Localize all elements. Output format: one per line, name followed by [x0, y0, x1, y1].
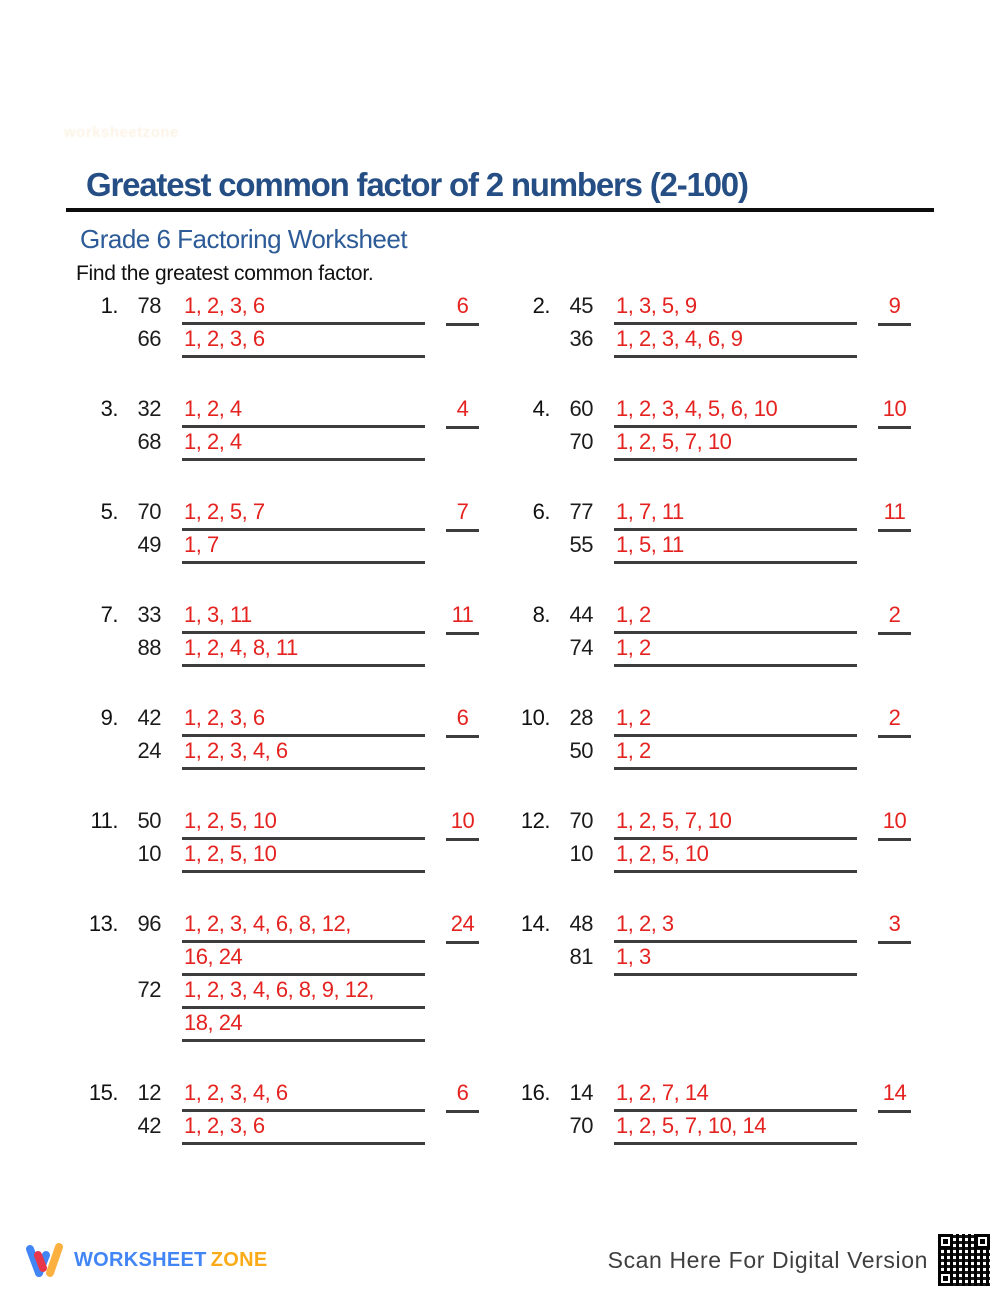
factor-blank: 1, 3: [614, 943, 857, 976]
operand-value: 70: [137, 499, 161, 524]
factor-lines: [614, 737, 857, 770]
problem-number: 3.: [100, 396, 118, 421]
operand-row: [560, 840, 857, 873]
operand-row: [560, 395, 857, 428]
problem: [510, 292, 942, 358]
factor-blank: 1, 3, 5, 9: [614, 292, 857, 325]
factor-rows: [128, 1079, 425, 1145]
operand-row: [128, 840, 425, 873]
page-title: Greatest common factor of 2 numbers (2-100): [86, 166, 748, 203]
operand-value: 70: [569, 1113, 593, 1138]
operand-row: [560, 1079, 857, 1112]
factor-lines: [614, 531, 857, 564]
operand-row: [128, 498, 425, 531]
factor-lines: [614, 840, 857, 873]
operand-row: [128, 807, 425, 840]
answer-blank: 2: [878, 601, 911, 635]
operand-value: 32: [137, 396, 161, 421]
operand-value: 36: [569, 326, 593, 351]
operand-row: [128, 601, 425, 634]
factor-blank: 1, 2, 5, 7, 10, 14: [614, 1112, 857, 1145]
problem: [78, 910, 510, 1042]
operand-value: 44: [569, 602, 593, 627]
problem-number: 2.: [532, 293, 550, 318]
problem: [78, 498, 510, 564]
factor-blank: 1, 2, 3, 4, 6: [182, 1079, 425, 1112]
factor-blank: 1, 2, 3: [614, 910, 857, 943]
problem: [510, 807, 942, 873]
factor-lines: [614, 1079, 857, 1112]
operand-value: 50: [137, 808, 161, 833]
factor-lines: [614, 325, 857, 358]
problem: [78, 807, 510, 873]
problem-number: 6.: [532, 499, 550, 524]
factor-blank: 1, 2, 4: [182, 395, 425, 428]
problem: [510, 1079, 942, 1145]
brand-worksheet: WORKSHEET: [74, 1248, 207, 1271]
qr-finder-icon: [975, 1234, 990, 1249]
qr-finder-icon: [938, 1234, 953, 1249]
answer-blank: 7: [446, 498, 479, 532]
operand-value: 10: [569, 841, 593, 866]
factor-rows: [560, 807, 857, 873]
answer-blank: 24: [446, 910, 479, 944]
factor-blank: 1, 7: [182, 531, 425, 564]
operand-value: 48: [569, 911, 593, 936]
factor-rows: [560, 601, 857, 667]
factor-rows: [128, 704, 425, 770]
operand-row: [128, 704, 425, 737]
operand-value: 78: [137, 293, 161, 318]
factor-blank: 16, 24: [182, 943, 425, 976]
factor-lines: [614, 634, 857, 667]
factor-lines: [614, 943, 857, 976]
problem-number: 8.: [532, 602, 550, 627]
factor-rows: [560, 1079, 857, 1145]
operand-row: [560, 704, 857, 737]
operand-row: [128, 1112, 425, 1145]
factor-blank: 1, 2, 3, 6: [182, 1112, 425, 1145]
problem-number: 10.: [520, 705, 550, 730]
factor-blank: 1, 2, 3, 6: [182, 704, 425, 737]
operand-row: [128, 976, 425, 1042]
factor-blank: 1, 2: [614, 601, 857, 634]
factor-rows: [560, 910, 857, 976]
problem-number: 11.: [90, 808, 118, 833]
factor-rows: [560, 292, 857, 358]
answer-blank: 10: [878, 395, 911, 429]
operand-row: [560, 634, 857, 667]
factor-rows: [560, 704, 857, 770]
operand-value: 28: [569, 705, 593, 730]
answer-blank: 11: [878, 498, 911, 532]
operand-value: 42: [137, 1113, 161, 1138]
answer-blank: 11: [446, 601, 479, 635]
operand-row: [560, 325, 857, 358]
operand-row: [560, 428, 857, 461]
factor-lines: [182, 428, 425, 461]
answer-blank: 10: [446, 807, 479, 841]
factor-blank: 1, 2, 5, 7, 10: [614, 428, 857, 461]
factor-lines: [182, 292, 425, 325]
scan-here-text: Scan Here For Digital Version: [607, 1246, 928, 1273]
worksheetzone-logo: [26, 1242, 267, 1278]
operand-value: 96: [137, 911, 161, 936]
problem: [510, 498, 942, 564]
operand-row: [128, 428, 425, 461]
factor-blank: 1, 2, 4, 8, 11: [182, 634, 425, 667]
factor-lines: [614, 428, 857, 461]
operand-row: [128, 1079, 425, 1112]
answer-blank: 3: [878, 910, 911, 944]
operand-row: [560, 1112, 857, 1145]
operand-value: 88: [137, 635, 161, 660]
factor-rows: [128, 395, 425, 461]
watermark-logo: worksheetzone: [64, 124, 179, 141]
problem-number: 16.: [520, 1080, 550, 1105]
operand-row: [560, 292, 857, 325]
worksheetzone-w-icon: [26, 1242, 66, 1278]
factor-lines: [182, 840, 425, 873]
factor-lines: [614, 807, 857, 840]
operand-value: 72: [137, 977, 161, 1002]
factor-lines: [182, 976, 425, 1042]
factor-blank: 1, 5, 11: [614, 531, 857, 564]
operand-row: [128, 325, 425, 358]
answer-blank: 4: [446, 395, 479, 429]
problem-number: 1.: [100, 293, 118, 318]
factor-lines: [182, 325, 425, 358]
operand-value: 81: [569, 944, 593, 969]
factor-blank: 18, 24: [182, 1009, 425, 1042]
factor-blank: 1, 2, 7, 14: [614, 1079, 857, 1112]
answer-blank: 14: [878, 1079, 911, 1113]
operand-value: 33: [137, 602, 161, 627]
factor-rows: [128, 292, 425, 358]
factor-blank: 1, 2, 3, 4, 6, 8, 12,: [182, 910, 425, 943]
factor-lines: [614, 601, 857, 634]
operand-value: 70: [569, 808, 593, 833]
factor-lines: [182, 531, 425, 564]
problem: [510, 601, 942, 667]
problem: [510, 910, 942, 1042]
operand-value: 60: [569, 396, 593, 421]
factor-blank: 1, 2, 5, 10: [182, 807, 425, 840]
answer-blank: 6: [446, 292, 479, 326]
problem-number: 5.: [100, 499, 118, 524]
problem: [78, 395, 510, 461]
problem-number: 12.: [520, 808, 550, 833]
factor-rows: [128, 601, 425, 667]
factor-lines: [182, 1079, 425, 1112]
operand-row: [128, 531, 425, 564]
factor-rows: [128, 807, 425, 873]
worksheet-subtitle: Grade 6 Factoring Worksheet: [80, 223, 408, 254]
factor-blank: 1, 2: [614, 634, 857, 667]
operand-row: [128, 910, 425, 976]
operand-value: 74: [569, 635, 593, 660]
problem: [78, 292, 510, 358]
factor-blank: 1, 2, 3, 4, 6: [182, 737, 425, 770]
operand-row: [128, 395, 425, 428]
operand-value: 24: [137, 738, 161, 763]
operand-row: [128, 292, 425, 325]
problem-number: 9.: [100, 705, 118, 730]
operand-value: 49: [137, 532, 161, 557]
problem-number: 14.: [520, 911, 550, 936]
factor-blank: 1, 2, 3, 4, 6, 9: [614, 325, 857, 358]
factor-blank: 1, 2: [614, 704, 857, 737]
factor-lines: [182, 601, 425, 634]
operand-value: 55: [569, 532, 593, 557]
factor-lines: [614, 910, 857, 943]
factor-blank: 1, 2, 5, 7, 10: [614, 807, 857, 840]
operand-row: [560, 737, 857, 770]
factor-lines: [614, 1112, 857, 1145]
operand-row: [560, 910, 857, 943]
factor-rows: [128, 910, 425, 1042]
factor-blank: 1, 2: [614, 737, 857, 770]
factor-lines: [182, 634, 425, 667]
operand-row: [560, 601, 857, 634]
qr-finder-icon: [938, 1271, 953, 1286]
operand-value: 70: [569, 429, 593, 454]
instruction-text: Find the greatest common factor.: [76, 261, 374, 285]
operand-value: 45: [569, 293, 593, 318]
problem-number: 15.: [88, 1080, 118, 1105]
problem-number: 13.: [88, 911, 118, 936]
problem: [78, 1079, 510, 1145]
operand-row: [560, 943, 857, 976]
title-rule: [66, 208, 934, 212]
answer-blank: 10: [878, 807, 911, 841]
factor-lines: [182, 807, 425, 840]
problem: [78, 704, 510, 770]
factor-rows: [560, 395, 857, 461]
factor-blank: 1, 2, 3, 4, 5, 6, 10: [614, 395, 857, 428]
operand-value: 50: [569, 738, 593, 763]
operand-value: 14: [569, 1080, 593, 1105]
problem-number: 4.: [532, 396, 550, 421]
factor-rows: [560, 498, 857, 564]
operand-row: [560, 807, 857, 840]
factor-blank: 1, 2, 3, 6: [182, 292, 425, 325]
problem-number: 7.: [100, 602, 118, 627]
answer-blank: 2: [878, 704, 911, 738]
problems-grid: [78, 292, 942, 1145]
operand-value: 42: [137, 705, 161, 730]
factor-blank: 1, 2, 4: [182, 428, 425, 461]
factor-lines: [182, 704, 425, 737]
operand-value: 66: [137, 326, 161, 351]
answer-blank: 6: [446, 704, 479, 738]
operand-row: [128, 634, 425, 667]
factor-lines: [182, 910, 425, 976]
answer-blank: 6: [446, 1079, 479, 1113]
factor-blank: 1, 3, 11: [182, 601, 425, 634]
operand-value: 77: [569, 499, 593, 524]
factor-lines: [614, 498, 857, 531]
factor-blank: 1, 7, 11: [614, 498, 857, 531]
operand-value: 10: [137, 841, 161, 866]
factor-blank: 1, 2, 3, 4, 6, 8, 9, 12,: [182, 976, 425, 1009]
factor-lines: [614, 704, 857, 737]
answer-blank: 9: [878, 292, 911, 326]
factor-lines: [614, 292, 857, 325]
factor-blank: 1, 2, 5, 10: [614, 840, 857, 873]
factor-blank: 1, 2, 3, 6: [182, 325, 425, 358]
operand-row: [128, 737, 425, 770]
brand-zone: ZONE: [210, 1248, 268, 1271]
factor-lines: [614, 395, 857, 428]
factor-lines: [182, 498, 425, 531]
factor-rows: [128, 498, 425, 564]
factor-blank: 1, 2, 5, 7: [182, 498, 425, 531]
operand-value: 68: [137, 429, 161, 454]
factor-lines: [182, 395, 425, 428]
problem: [78, 601, 510, 667]
factor-lines: [182, 1112, 425, 1145]
problem: [510, 704, 942, 770]
operand-value: 12: [137, 1080, 161, 1105]
factor-blank: 1, 2, 5, 10: [182, 840, 425, 873]
page-footer: [0, 1234, 990, 1286]
problem: [510, 395, 942, 461]
operand-row: [560, 531, 857, 564]
factor-lines: [182, 737, 425, 770]
operand-row: [560, 498, 857, 531]
worksheet-header: [66, 166, 934, 286]
qr-code: [938, 1234, 990, 1286]
